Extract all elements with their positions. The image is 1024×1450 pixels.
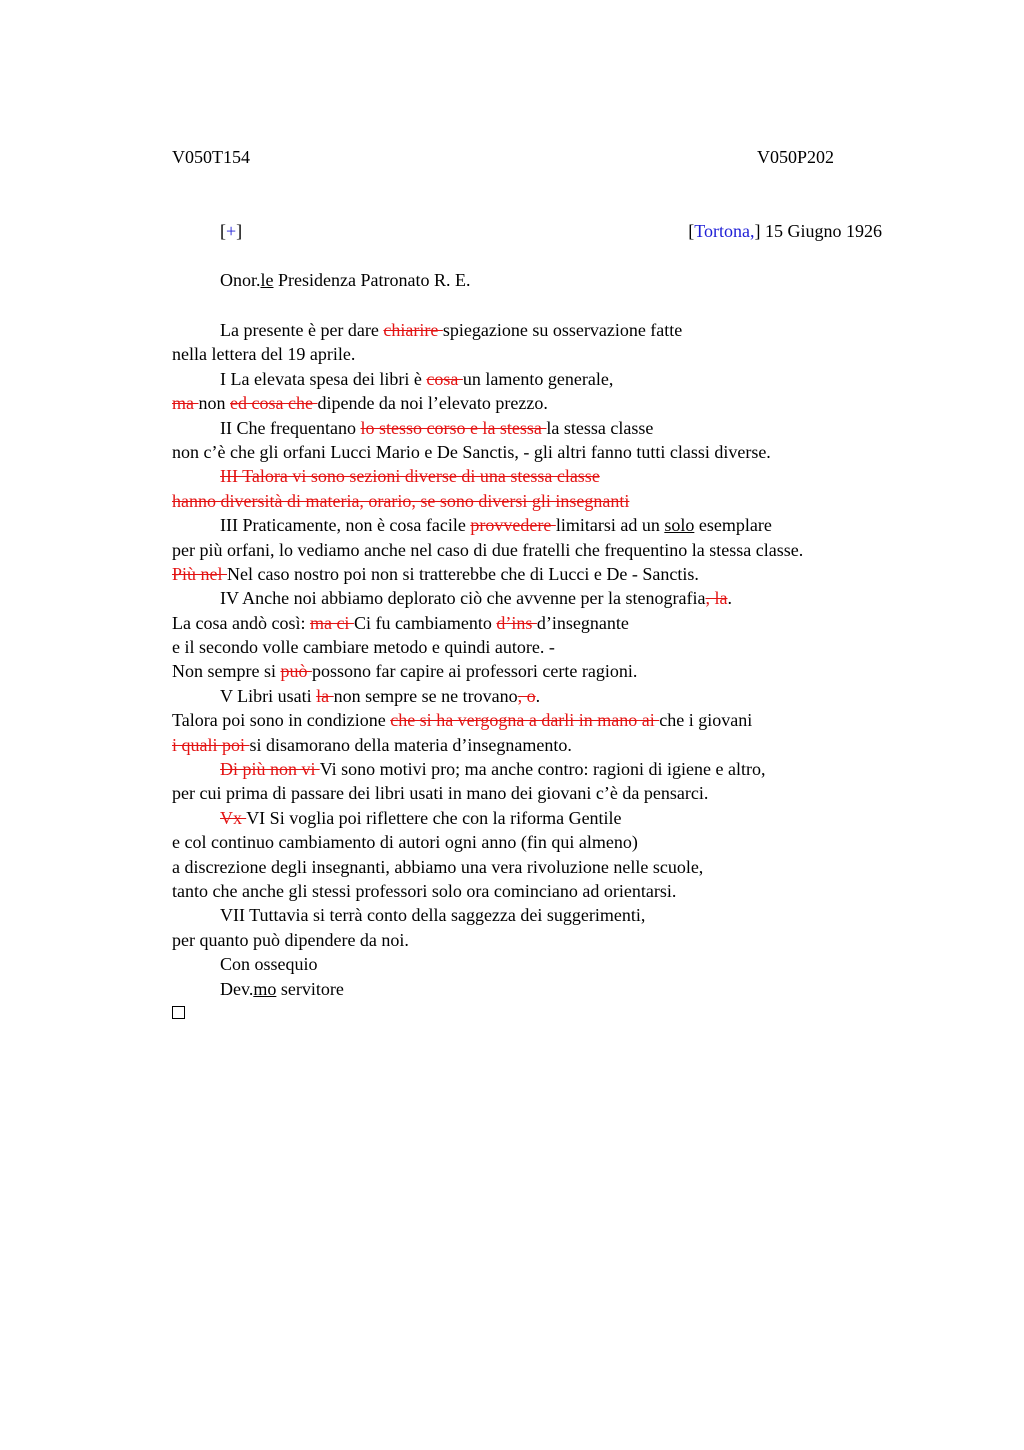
underlined-text: mo bbox=[253, 978, 277, 999]
text-segment: non c’è che gli orfani Lucci Mario e De Sanctis, - gli altri fanno tutti classi diverse. bbox=[172, 441, 771, 462]
text-segment: . bbox=[727, 588, 732, 609]
text-segment: la stessa classe bbox=[546, 417, 654, 438]
text-line bbox=[172, 708, 912, 732]
text-segment: che i giovani bbox=[659, 710, 753, 731]
text-line bbox=[172, 879, 912, 903]
text-segment: Dev. bbox=[220, 978, 254, 999]
text-segment: V Libri usati bbox=[220, 685, 317, 706]
text-line bbox=[172, 659, 912, 683]
text-segment: I La elevata spesa dei libri è bbox=[220, 368, 427, 389]
text-line bbox=[172, 586, 912, 610]
text-segment: . bbox=[535, 685, 541, 706]
text-line bbox=[172, 538, 912, 562]
text-segment: dipende da noi l’elevato prezzo. bbox=[317, 393, 548, 414]
text-segment: Talora poi sono in condizione bbox=[172, 710, 391, 731]
deleted-text: hanno diversità di materia, orario, se sono diversi gli insegnanti bbox=[172, 490, 630, 511]
deleted-text: i quali poi bbox=[172, 734, 250, 755]
text-segment: a discrezione degli insegnanti, abbiamo una vera rivoluzione nelle scuole, bbox=[172, 856, 704, 877]
text-line bbox=[172, 416, 912, 440]
text-line bbox=[172, 562, 912, 586]
text-segment: d’insegnante bbox=[536, 612, 629, 633]
text-line bbox=[172, 342, 912, 366]
bracket: [ bbox=[220, 221, 226, 241]
text-segment: Nel caso nostro poi non si tratterebbe che di Lucci e De - Sanctis. bbox=[227, 563, 699, 584]
deleted-text: d’ins bbox=[496, 612, 537, 633]
text-line bbox=[172, 757, 912, 781]
text-segment: nella lettera del 19 aprile. bbox=[172, 344, 356, 365]
text-segment: non bbox=[198, 393, 230, 414]
text-segment: La cosa andò così: bbox=[172, 612, 310, 633]
text-segment: servitore bbox=[276, 978, 344, 999]
text-line bbox=[172, 977, 912, 1001]
text-line bbox=[172, 635, 912, 659]
bracket: ] bbox=[754, 221, 761, 241]
deleted-text: ma ci bbox=[309, 612, 354, 633]
text-line bbox=[172, 440, 912, 464]
deleted-text: ed cosa che bbox=[230, 393, 318, 414]
text-line bbox=[172, 391, 912, 415]
salutation-rest: Presidenza Patronato R. E. bbox=[273, 270, 471, 290]
text-line bbox=[172, 806, 912, 830]
salutation bbox=[220, 270, 470, 291]
bracket: ] bbox=[236, 221, 243, 241]
text-segment: si disamorano della materia d’insegnamento. bbox=[249, 734, 572, 755]
deleted-text: Di più non vi bbox=[220, 759, 320, 780]
text-line bbox=[172, 928, 912, 952]
archive-reference-right: V050P202 bbox=[757, 147, 835, 167]
deleted-text: può bbox=[280, 661, 312, 682]
deleted-text: lo stesso corso e la stessa bbox=[360, 417, 547, 438]
text-line bbox=[172, 903, 912, 927]
text-segment: II Che frequentano bbox=[220, 417, 361, 438]
text-segment: spiegazione su osservazione fatte bbox=[442, 320, 683, 340]
text-line bbox=[172, 367, 912, 391]
text-segment: Con ossequio bbox=[220, 954, 318, 975]
deleted-text: chiarire bbox=[383, 320, 443, 340]
text-segment: per più orfani, lo vediamo anche nel caso di due fratelli che frequentino la stessa classe. bbox=[172, 539, 804, 560]
archive-reference-left: V050T154 bbox=[172, 147, 250, 167]
editorial-plus: + bbox=[226, 221, 237, 241]
text-segment: un lamento generale, bbox=[462, 368, 614, 389]
letter-body bbox=[172, 318, 912, 1001]
deleted-text: cosa bbox=[426, 368, 463, 389]
empty-square-icon bbox=[172, 1006, 185, 1019]
editorial-place: Tortona, bbox=[694, 221, 755, 241]
deleted-text: la bbox=[316, 685, 334, 706]
text-segment: per cui prima di passare dei libri usati in mano dei giovani c’è da pensarci. bbox=[172, 783, 709, 804]
deleted-text: Vx bbox=[220, 807, 247, 828]
text-line bbox=[172, 952, 912, 976]
text-line bbox=[172, 733, 912, 757]
text-line bbox=[172, 684, 912, 708]
sign-mark bbox=[220, 221, 242, 242]
text-segment: III Praticamente, non è cosa facile bbox=[220, 515, 471, 536]
salutation-abbrev: Onor. bbox=[220, 270, 261, 290]
text-line bbox=[172, 781, 912, 805]
deleted-text: provvedere bbox=[470, 515, 556, 536]
text-line bbox=[172, 489, 912, 513]
deleted-text: , o bbox=[517, 685, 536, 706]
bracket: [ bbox=[688, 221, 695, 241]
text-segment: Non sempre si bbox=[172, 661, 281, 682]
text-line bbox=[172, 513, 912, 537]
text-segment: VI Si voglia poi riflettere che con la riforma Gentile bbox=[246, 807, 622, 828]
salutation-superscript: le bbox=[260, 270, 274, 290]
deleted-text: , la bbox=[705, 588, 728, 609]
text-segment: e il secondo volle cambiare metodo e quindi autore. - bbox=[172, 637, 555, 658]
text-segment: IV Anche noi abbiamo deplorato ciò che avvenne per la stenografia bbox=[220, 588, 706, 609]
text-line bbox=[172, 318, 912, 342]
deleted-text: III Talora vi sono sezioni diverse di una stessa classe bbox=[220, 466, 600, 487]
text-segment: esemplare bbox=[694, 515, 772, 536]
text-segment: e col continuo cambiamento di autori ogni anno (fin qui almeno) bbox=[172, 832, 638, 853]
date: 15 Giugno 1926 bbox=[760, 221, 882, 241]
text-segment: per quanto può dipendere da noi. bbox=[172, 929, 409, 950]
text-segment: Ci fu cambiamento bbox=[353, 612, 497, 633]
deleted-text: Più nel bbox=[172, 563, 228, 584]
text-segment: tanto che anche gli stessi professori solo ora cominciano ad orientarsi. bbox=[172, 880, 677, 901]
text-segment: VII Tuttavia si terrà conto della saggezza dei suggerimenti, bbox=[220, 905, 646, 926]
text-segment: La presente è per dare bbox=[220, 320, 384, 340]
text-segment: possono far capire ai professori certe ragioni. bbox=[311, 661, 638, 682]
text-segment: limitarsi ad un bbox=[555, 515, 665, 536]
text-segment: non sempre se ne trovano bbox=[333, 685, 518, 706]
text-segment: Vi sono motivi pro; ma anche contro: ragioni di igiene e altro, bbox=[319, 759, 766, 780]
text-line bbox=[172, 611, 912, 635]
deleted-text: che si ha vergogna a darli in mano ai bbox=[390, 710, 660, 731]
place-and-date bbox=[688, 221, 882, 242]
deleted-text: ma bbox=[172, 393, 199, 414]
text-line bbox=[172, 855, 912, 879]
text-line bbox=[172, 830, 912, 854]
underlined-text: solo bbox=[664, 515, 695, 536]
text-line bbox=[172, 464, 912, 488]
